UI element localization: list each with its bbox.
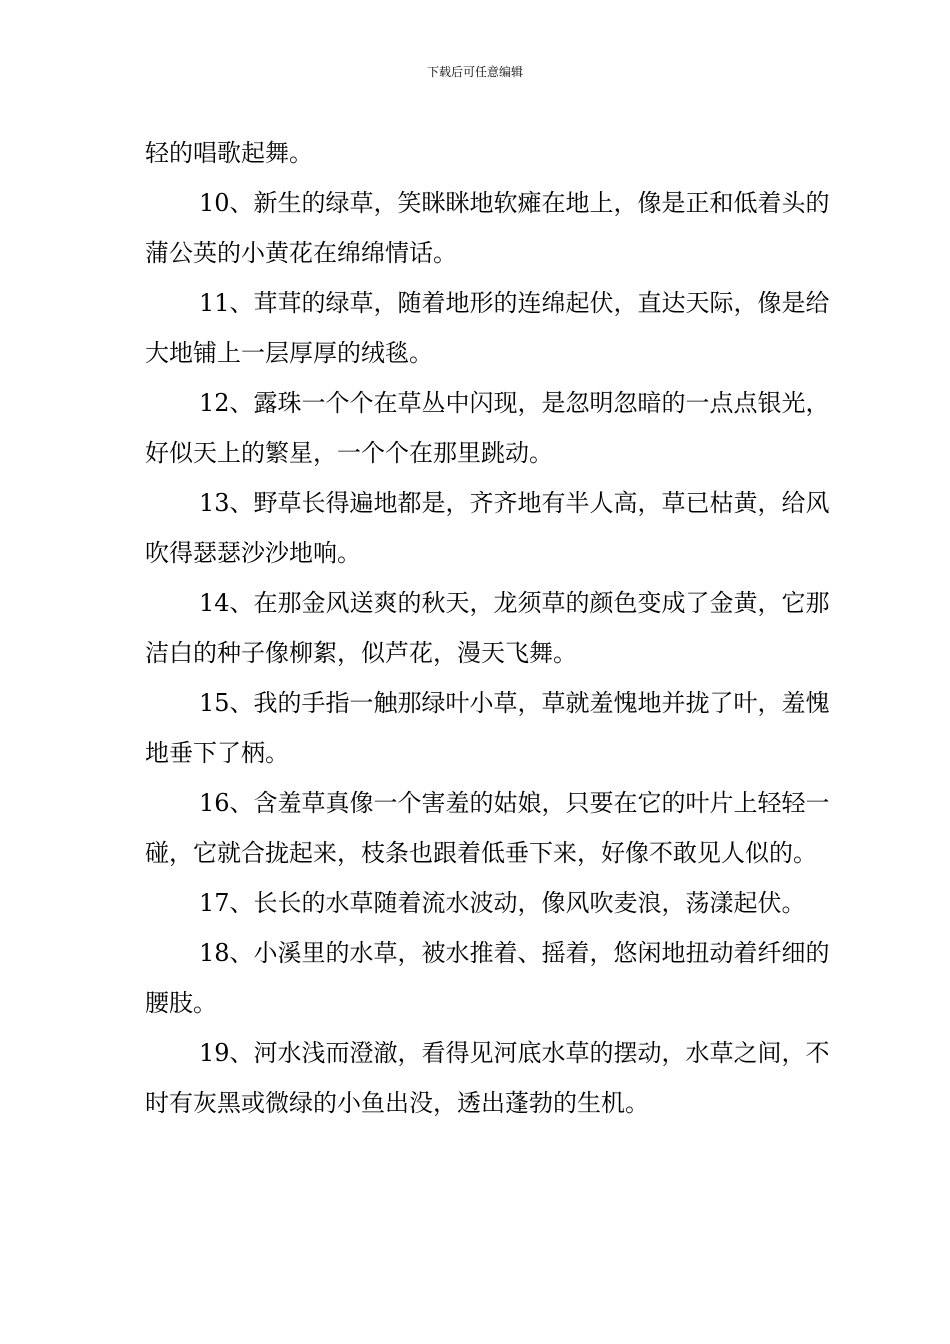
paragraph-14: 14、在那金风送爽的秋天，龙须草的颜色变成了金黄，它那洁白的种子像柳絮，似芦花，漫天飞舞。	[145, 589, 830, 667]
paragraph-16: 16、含羞草真像一个害羞的姑娘，只要在它的叶片上轻轻一碰，它就合拢起来，枝条也跟着低垂下来，好像不敢见人似的。	[145, 789, 830, 867]
paragraph-17: 17、长长的水草随着流水波动，像风吹麦浪，荡漾起伏。	[199, 889, 806, 917]
paragraph-10: 10、新生的绿草，笑眯眯地软瘫在地上，像是正和低着头的蒲公英的小黄花在绵绵情话。	[145, 189, 830, 267]
document-body	[145, 128, 835, 1128]
page-header: 下载后可任意编辑	[426, 65, 523, 79]
paragraph-12: 12、露珠一个个在草丛中闪现，是忽明忽暗的一点点银光，好似天上的繁星，一个个在那里跳动。	[145, 389, 830, 467]
paragraph-15: 15、我的手指一触那绿叶小草，草就羞愧地并拢了叶，羞愧地垂下了柄。	[145, 689, 830, 767]
paragraph-13: 13、野草长得遍地都是，齐齐地有半人高，草已枯黄，给风吹得瑟瑟沙沙地响。	[145, 489, 830, 567]
paragraph-11: 11、茸茸的绿草，随着地形的连绵起伏，直达天际，像是给大地铺上一层厚厚的绒毯。	[145, 289, 830, 367]
paragraph-continuation: 轻的唱歌起舞。	[145, 139, 313, 167]
paragraph-18: 18、小溪里的水草，被水推着、摇着，悠闲地扭动着纤细的腰肢。	[145, 939, 830, 1017]
paragraph-19: 19、河水浅而澄澈，看得见河底水草的摆动，水草之间，不时有灰黑或微绿的小鱼出没，透出蓬勃的生机。	[145, 1039, 830, 1117]
